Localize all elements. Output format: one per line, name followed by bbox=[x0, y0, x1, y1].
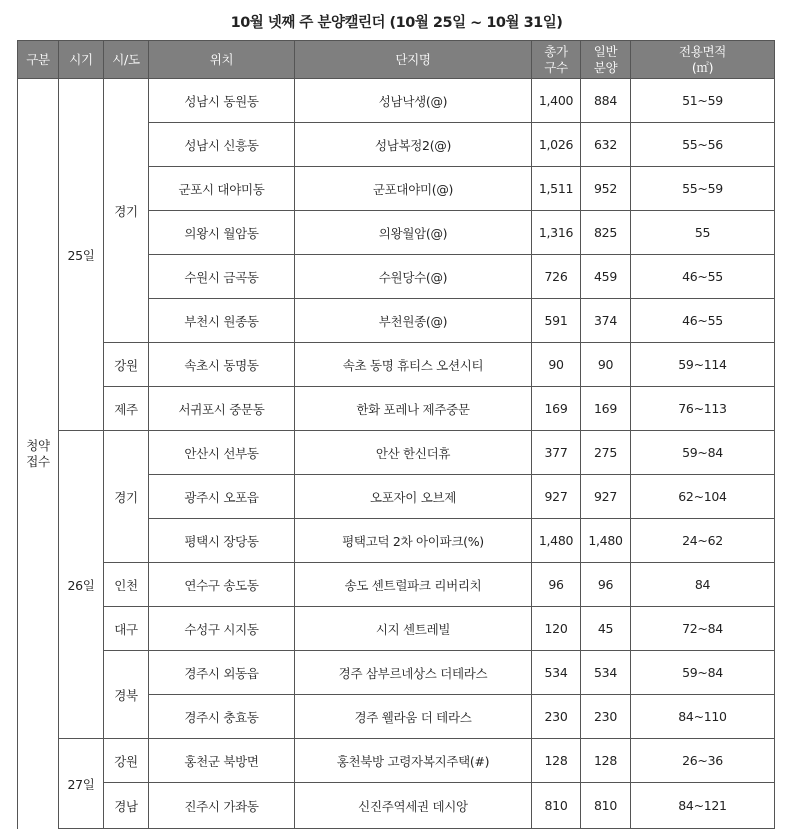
complex-cell: 의왕월암(@) bbox=[295, 211, 532, 255]
location-cell: 광주시 오포읍 bbox=[149, 475, 295, 519]
table-row bbox=[18, 607, 775, 651]
header-area-line1: 전용면적 bbox=[678, 43, 727, 59]
region-cell: 인천 bbox=[104, 563, 149, 607]
location-cell: 서귀포시 중문동 bbox=[149, 387, 295, 431]
table-row bbox=[18, 651, 775, 695]
complex-cell: 경주 웰라움 더 테라스 bbox=[295, 695, 532, 739]
complex-cell: 부천원종(@) bbox=[295, 299, 532, 343]
general-units-cell: 884 bbox=[581, 79, 631, 123]
location-cell: 수성구 시지동 bbox=[149, 607, 295, 651]
area-cell: 59~84 bbox=[631, 431, 775, 475]
region-cell: 강원 bbox=[104, 343, 149, 387]
header-total-units bbox=[532, 41, 581, 79]
general-units-cell: 128 bbox=[581, 739, 631, 783]
complex-cell: 수원당수(@) bbox=[295, 255, 532, 299]
area-cell: 26~36 bbox=[631, 739, 775, 783]
general-units-cell: 459 bbox=[581, 255, 631, 299]
table-row bbox=[18, 431, 775, 475]
general-units-cell: 45 bbox=[581, 607, 631, 651]
header-date: 시기 bbox=[59, 41, 104, 79]
general-units-cell: 534 bbox=[581, 651, 631, 695]
location-cell: 의왕시 월암동 bbox=[149, 211, 295, 255]
total-units-cell: 1,480 bbox=[532, 519, 581, 563]
complex-cell: 송도 센트럴파크 리버리치 bbox=[295, 563, 532, 607]
category-cell bbox=[18, 79, 59, 829]
location-cell: 진주시 가좌동 bbox=[149, 783, 295, 829]
complex-cell: 군포대야미(@) bbox=[295, 167, 532, 211]
area-cell: 84~121 bbox=[631, 783, 775, 829]
table-row bbox=[18, 563, 775, 607]
table-row bbox=[18, 79, 775, 123]
total-units-cell: 1,400 bbox=[532, 79, 581, 123]
table-row bbox=[18, 783, 775, 829]
area-cell: 55~59 bbox=[631, 167, 775, 211]
total-units-cell: 90 bbox=[532, 343, 581, 387]
general-units-cell: 632 bbox=[581, 123, 631, 167]
general-units-cell: 90 bbox=[581, 343, 631, 387]
location-cell: 성남시 신흥동 bbox=[149, 123, 295, 167]
table-row bbox=[18, 343, 775, 387]
region-cell: 경기 bbox=[104, 79, 149, 343]
complex-cell: 오포자이 오브제 bbox=[295, 475, 532, 519]
location-cell: 안산시 선부동 bbox=[149, 431, 295, 475]
area-cell: 72~84 bbox=[631, 607, 775, 651]
general-units-cell: 1,480 bbox=[581, 519, 631, 563]
complex-cell: 속초 동명 휴티스 오션시티 bbox=[295, 343, 532, 387]
total-units-cell: 1,316 bbox=[532, 211, 581, 255]
location-cell: 평택시 장당동 bbox=[149, 519, 295, 563]
total-units-cell: 927 bbox=[532, 475, 581, 519]
complex-cell: 성남낙생(@) bbox=[295, 79, 532, 123]
total-units-cell: 128 bbox=[532, 739, 581, 783]
area-cell: 76~113 bbox=[631, 387, 775, 431]
region-cell: 경기 bbox=[104, 431, 149, 563]
general-units-cell: 230 bbox=[581, 695, 631, 739]
location-cell: 군포시 대야미동 bbox=[149, 167, 295, 211]
area-cell: 62~104 bbox=[631, 475, 775, 519]
region-cell: 강원 bbox=[104, 739, 149, 783]
location-cell: 연수구 송도동 bbox=[149, 563, 295, 607]
calendar-table bbox=[17, 40, 775, 829]
region-cell: 대구 bbox=[104, 607, 149, 651]
location-cell: 속초시 동명동 bbox=[149, 343, 295, 387]
complex-cell: 경주 삼부르네상스 더테라스 bbox=[295, 651, 532, 695]
date-cell: 25일 bbox=[59, 79, 104, 431]
category-line1: 청약 bbox=[26, 437, 50, 453]
total-units-cell: 169 bbox=[532, 387, 581, 431]
page-title: 10월 넷째 주 분양캘린더 (10월 25일 ~ 10월 31일) bbox=[230, 15, 563, 31]
general-units-cell: 810 bbox=[581, 783, 631, 829]
date-cell: 26일 bbox=[59, 431, 104, 739]
header-general-line2: 분양 bbox=[593, 59, 618, 75]
total-units-cell: 230 bbox=[532, 695, 581, 739]
region-cell: 경남 bbox=[104, 783, 149, 829]
date-cell: 27일 bbox=[59, 739, 104, 829]
location-cell: 홍천군 북방면 bbox=[149, 739, 295, 783]
complex-cell: 평택고덕 2차 아이파크(%) bbox=[295, 519, 532, 563]
header-area bbox=[631, 41, 775, 79]
total-units-cell: 96 bbox=[532, 563, 581, 607]
total-units-cell: 377 bbox=[532, 431, 581, 475]
area-cell: 84~110 bbox=[631, 695, 775, 739]
location-cell: 경주시 충효동 bbox=[149, 695, 295, 739]
total-units-cell: 810 bbox=[532, 783, 581, 829]
general-units-cell: 927 bbox=[581, 475, 631, 519]
area-cell: 24~62 bbox=[631, 519, 775, 563]
total-units-cell: 120 bbox=[532, 607, 581, 651]
location-cell: 경주시 외동읍 bbox=[149, 651, 295, 695]
table-row bbox=[18, 387, 775, 431]
complex-cell: 시지 센트레빌 bbox=[295, 607, 532, 651]
header-region: 시/도 bbox=[104, 41, 149, 79]
total-units-cell: 591 bbox=[532, 299, 581, 343]
region-cell: 경북 bbox=[104, 651, 149, 739]
area-cell: 46~55 bbox=[631, 255, 775, 299]
complex-cell: 신진주역세권 데시앙 bbox=[295, 783, 532, 829]
table-row bbox=[18, 739, 775, 783]
total-units-cell: 534 bbox=[532, 651, 581, 695]
area-cell: 46~55 bbox=[631, 299, 775, 343]
header-area-line2: (㎡) bbox=[691, 59, 714, 75]
general-units-cell: 275 bbox=[581, 431, 631, 475]
total-units-cell: 1,511 bbox=[532, 167, 581, 211]
header-location: 위치 bbox=[149, 41, 295, 79]
region-cell: 제주 bbox=[104, 387, 149, 431]
total-units-cell: 1,026 bbox=[532, 123, 581, 167]
header-total-line2: 구수 bbox=[544, 59, 568, 75]
complex-cell: 안산 한신더휴 bbox=[295, 431, 532, 475]
header-total-line1: 총가 bbox=[544, 43, 568, 59]
header-general-line1: 일반 bbox=[593, 43, 618, 59]
header-general-units bbox=[581, 41, 631, 79]
complex-cell: 홍천북방 고령자복지주택(#) bbox=[295, 739, 532, 783]
area-cell: 59~114 bbox=[631, 343, 775, 387]
header-category: 구분 bbox=[18, 41, 59, 79]
location-cell: 부천시 원종동 bbox=[149, 299, 295, 343]
table-body bbox=[18, 79, 775, 829]
area-cell: 84 bbox=[631, 563, 775, 607]
complex-cell: 성남복정2(@) bbox=[295, 123, 532, 167]
general-units-cell: 169 bbox=[581, 387, 631, 431]
general-units-cell: 825 bbox=[581, 211, 631, 255]
area-cell: 55~56 bbox=[631, 123, 775, 167]
category-line2: 접수 bbox=[26, 453, 50, 469]
area-cell: 59~84 bbox=[631, 651, 775, 695]
complex-cell: 한화 포레나 제주중문 bbox=[295, 387, 532, 431]
general-units-cell: 96 bbox=[581, 563, 631, 607]
total-units-cell: 726 bbox=[532, 255, 581, 299]
location-cell: 성남시 동원동 bbox=[149, 79, 295, 123]
table-header bbox=[18, 41, 775, 79]
header-complex: 단지명 bbox=[295, 41, 532, 79]
general-units-cell: 952 bbox=[581, 167, 631, 211]
location-cell: 수원시 금곡동 bbox=[149, 255, 295, 299]
area-cell: 51~59 bbox=[631, 79, 775, 123]
area-cell: 55 bbox=[631, 211, 775, 255]
general-units-cell: 374 bbox=[581, 299, 631, 343]
